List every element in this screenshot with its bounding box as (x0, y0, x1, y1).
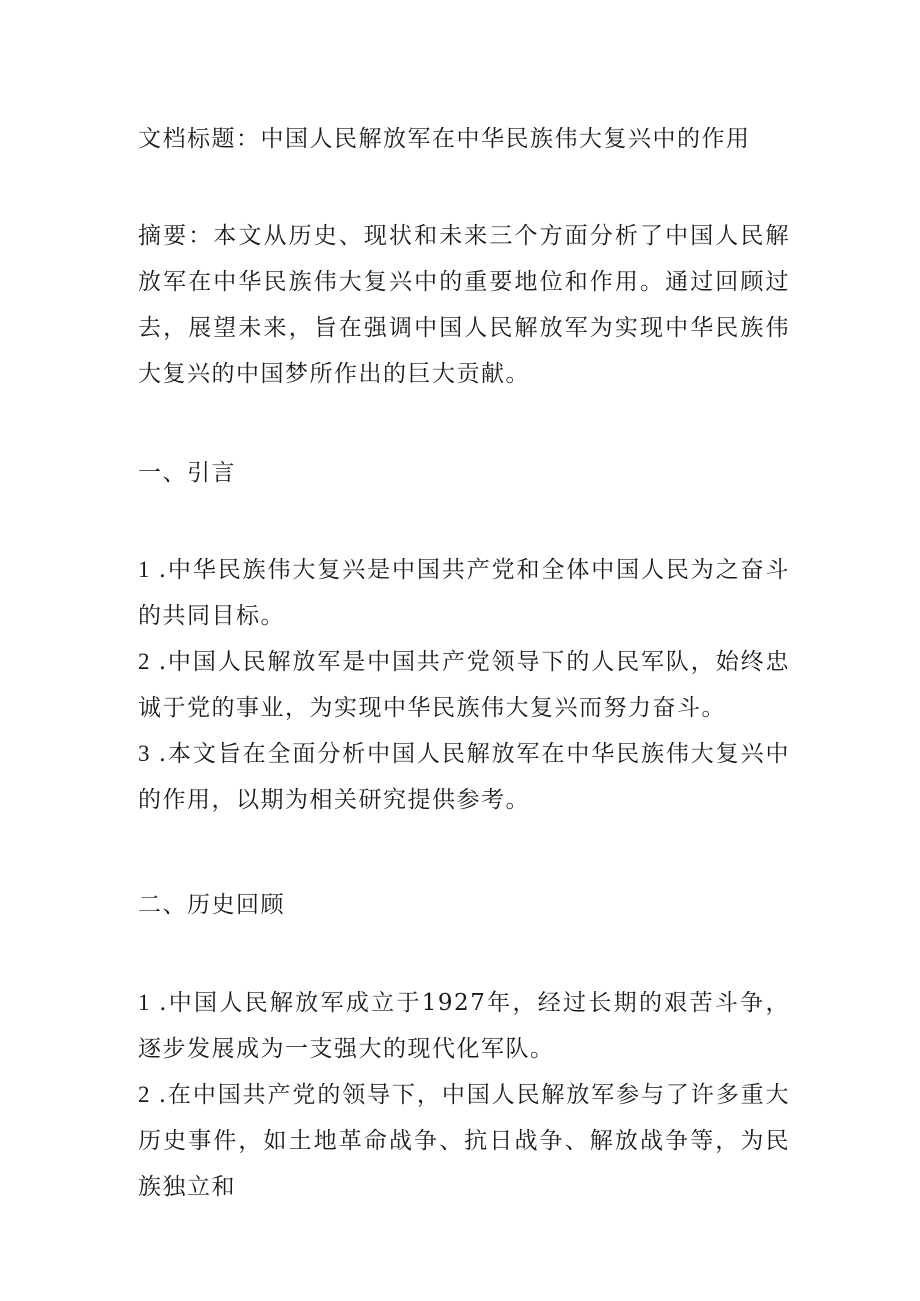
document-title: 文档标题：中国人民解放军在中华民族伟大复兴中的作用 (138, 126, 751, 152)
list-item (138, 1072, 790, 1210)
list-item-number: 2 (138, 649, 150, 674)
section-heading-introduction: 一、引言 (138, 460, 236, 486)
list-item-text: .中华民族伟大复兴是中国共产党和全体中国人民为之奋斗的共同目标。 (138, 557, 791, 629)
list-item-text: .在中国共产党的领导下，中国人民解放军参与了许多重大历史事件，如土地革命战争、抗日战争、解放战争等，为民族独立和 (138, 1082, 791, 1200)
list-item-text: .中国人民解放军成立于1927年，经过长期的艰苦斗争，逐步发展成为一支强大的现代化军队。 (138, 990, 790, 1062)
history-list (138, 980, 790, 1210)
list-item (138, 547, 790, 639)
section-heading-history: 二、历史回顾 (138, 892, 285, 918)
list-item-text: .中国人民解放军是中国共产党领导下的人民军队，始终忠诚于党的事业，为实现中华民族伟大复兴而努力奋斗。 (138, 649, 791, 721)
list-item-number: 3 (138, 741, 150, 766)
introduction-list (138, 547, 790, 823)
list-item (138, 639, 790, 731)
list-item (138, 980, 790, 1072)
list-item-number: 1 (138, 557, 150, 582)
abstract-paragraph: 摘要：本文从历史、现状和未来三个方面分析了中国人民解放军在中华民族伟大复兴中的重要地位和作用。通过回顾过去，展望未来，旨在强调中国人民解放军为实现中华民族伟大复兴的中国梦所作出的巨大贡献。 (138, 223, 790, 387)
list-item-number: 1 (138, 990, 150, 1015)
list-item (138, 731, 790, 823)
list-item-number: 2 (138, 1082, 150, 1107)
list-item-text: .本文旨在全面分析中国人民解放军在中华民族伟大复兴中的作用，以期为相关研究提供参考。 (138, 741, 791, 813)
